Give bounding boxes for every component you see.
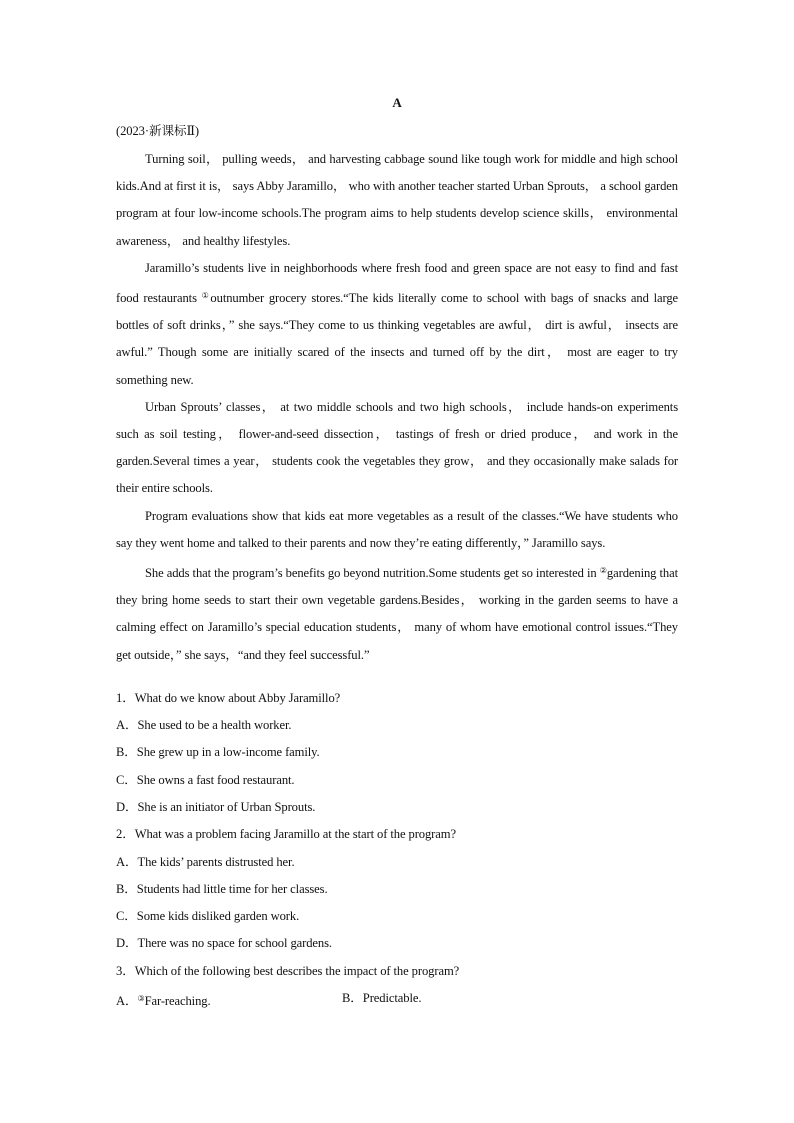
question-3-stem: 3．Which of the following best describes the impact of the program? <box>116 963 460 978</box>
question-1-option-b: B．She grew up in a low-income family. <box>116 745 320 760</box>
paragraph-2-text-b: outnumber grocery stores.“The kids literally come to school with bags of snacks and large bottles of soft drinks，” she says.“They come to us thinking vegetables are awful， dirt is awful， insects are awful.” Though some are initially scared of the insects and turned off by the dirt， most are eager to try something new. <box>116 291 679 387</box>
questions-section <box>116 685 678 1012</box>
paragraph-5-text-a: She adds that the program’s benefits go beyond nutrition.Some students get so interested in <box>145 566 600 581</box>
paragraph-1: Turning soil， pulling weeds， and harvesting cabbage sound like tough work for middle and high school kids.And at first it is， says Abby Jaramillo， who with another teacher started Urban Sprouts， a school garden program at four low-income schools.The program aims to help students develop science skills， environmental awareness， and healthy lifestyles. <box>116 152 678 248</box>
paragraph-4: Program evaluations show that kids eat more vegetables as a result of the classes.“We have students who say they went home and talked to their parents and now they’re eating differently，” Jaramillo says. <box>116 508 678 550</box>
source-label: (2023·新课标Ⅱ) <box>116 124 200 138</box>
question-3-option-b: B．Predictable. <box>342 990 422 1005</box>
question-1-option-d: D．She is an initiator of Urban Sprouts. <box>116 800 316 815</box>
question-2-option-a: A．The kids’ parents distrusted her. <box>116 854 295 869</box>
paragraph-5-text-b: gardening that they bring home seeds to start their own vegetable gardens.Besides， working in the garden seems to have a calming effect on Jaramillo’s special education students， many of whom have emotional control issues.“They get outside，” she says，“and they feel successful.” <box>116 566 678 662</box>
question-3-option-a-text: Far-reaching. <box>144 993 211 1008</box>
paragraph-2-text-a: Jaramillo’s students live in neighborhoods where fresh food and green space are not easy to find and fast food restaurants <box>116 260 678 306</box>
paragraph-3: Urban Sprouts’ classes， at two middle schools and two high schools， include hands-on experiments such as soil testing， flower-and-seed dissection， tastings of fresh or dried produce， and work in the garden.Several times a year， students cook the vegetables they grow， and they occasionally make salads for their entire schools. <box>116 399 678 496</box>
annotation-mark-3: ③ <box>137 993 145 1003</box>
annotation-mark-1: ① <box>201 291 211 301</box>
paragraph-2 <box>116 255 678 394</box>
question-2-option-b: B．Students had little time for her classes. <box>116 881 328 896</box>
annotation-mark-2: ② <box>599 566 607 576</box>
section-title: A <box>392 95 402 110</box>
reading-passage <box>116 146 678 669</box>
question-3-option-a-prefix: A． <box>116 993 138 1008</box>
question-3-options <box>116 985 678 1012</box>
question-1-stem: 1．What do we know about Abby Jaramillo? <box>116 691 341 705</box>
question-2-stem: 2．What was a problem facing Jaramillo at the start of the program? <box>116 827 456 842</box>
question-2-option-c: C．Some kids disliked garden work. <box>116 909 300 924</box>
question-1-option-a: A．She used to be a health worker. <box>116 718 292 733</box>
question-2-option-d: D．There was no space for school gardens. <box>116 936 332 951</box>
paragraph-5 <box>116 557 678 669</box>
question-1-option-c: C．She owns a fast food restaurant. <box>116 772 295 787</box>
question-3-option-a <box>116 994 211 1008</box>
